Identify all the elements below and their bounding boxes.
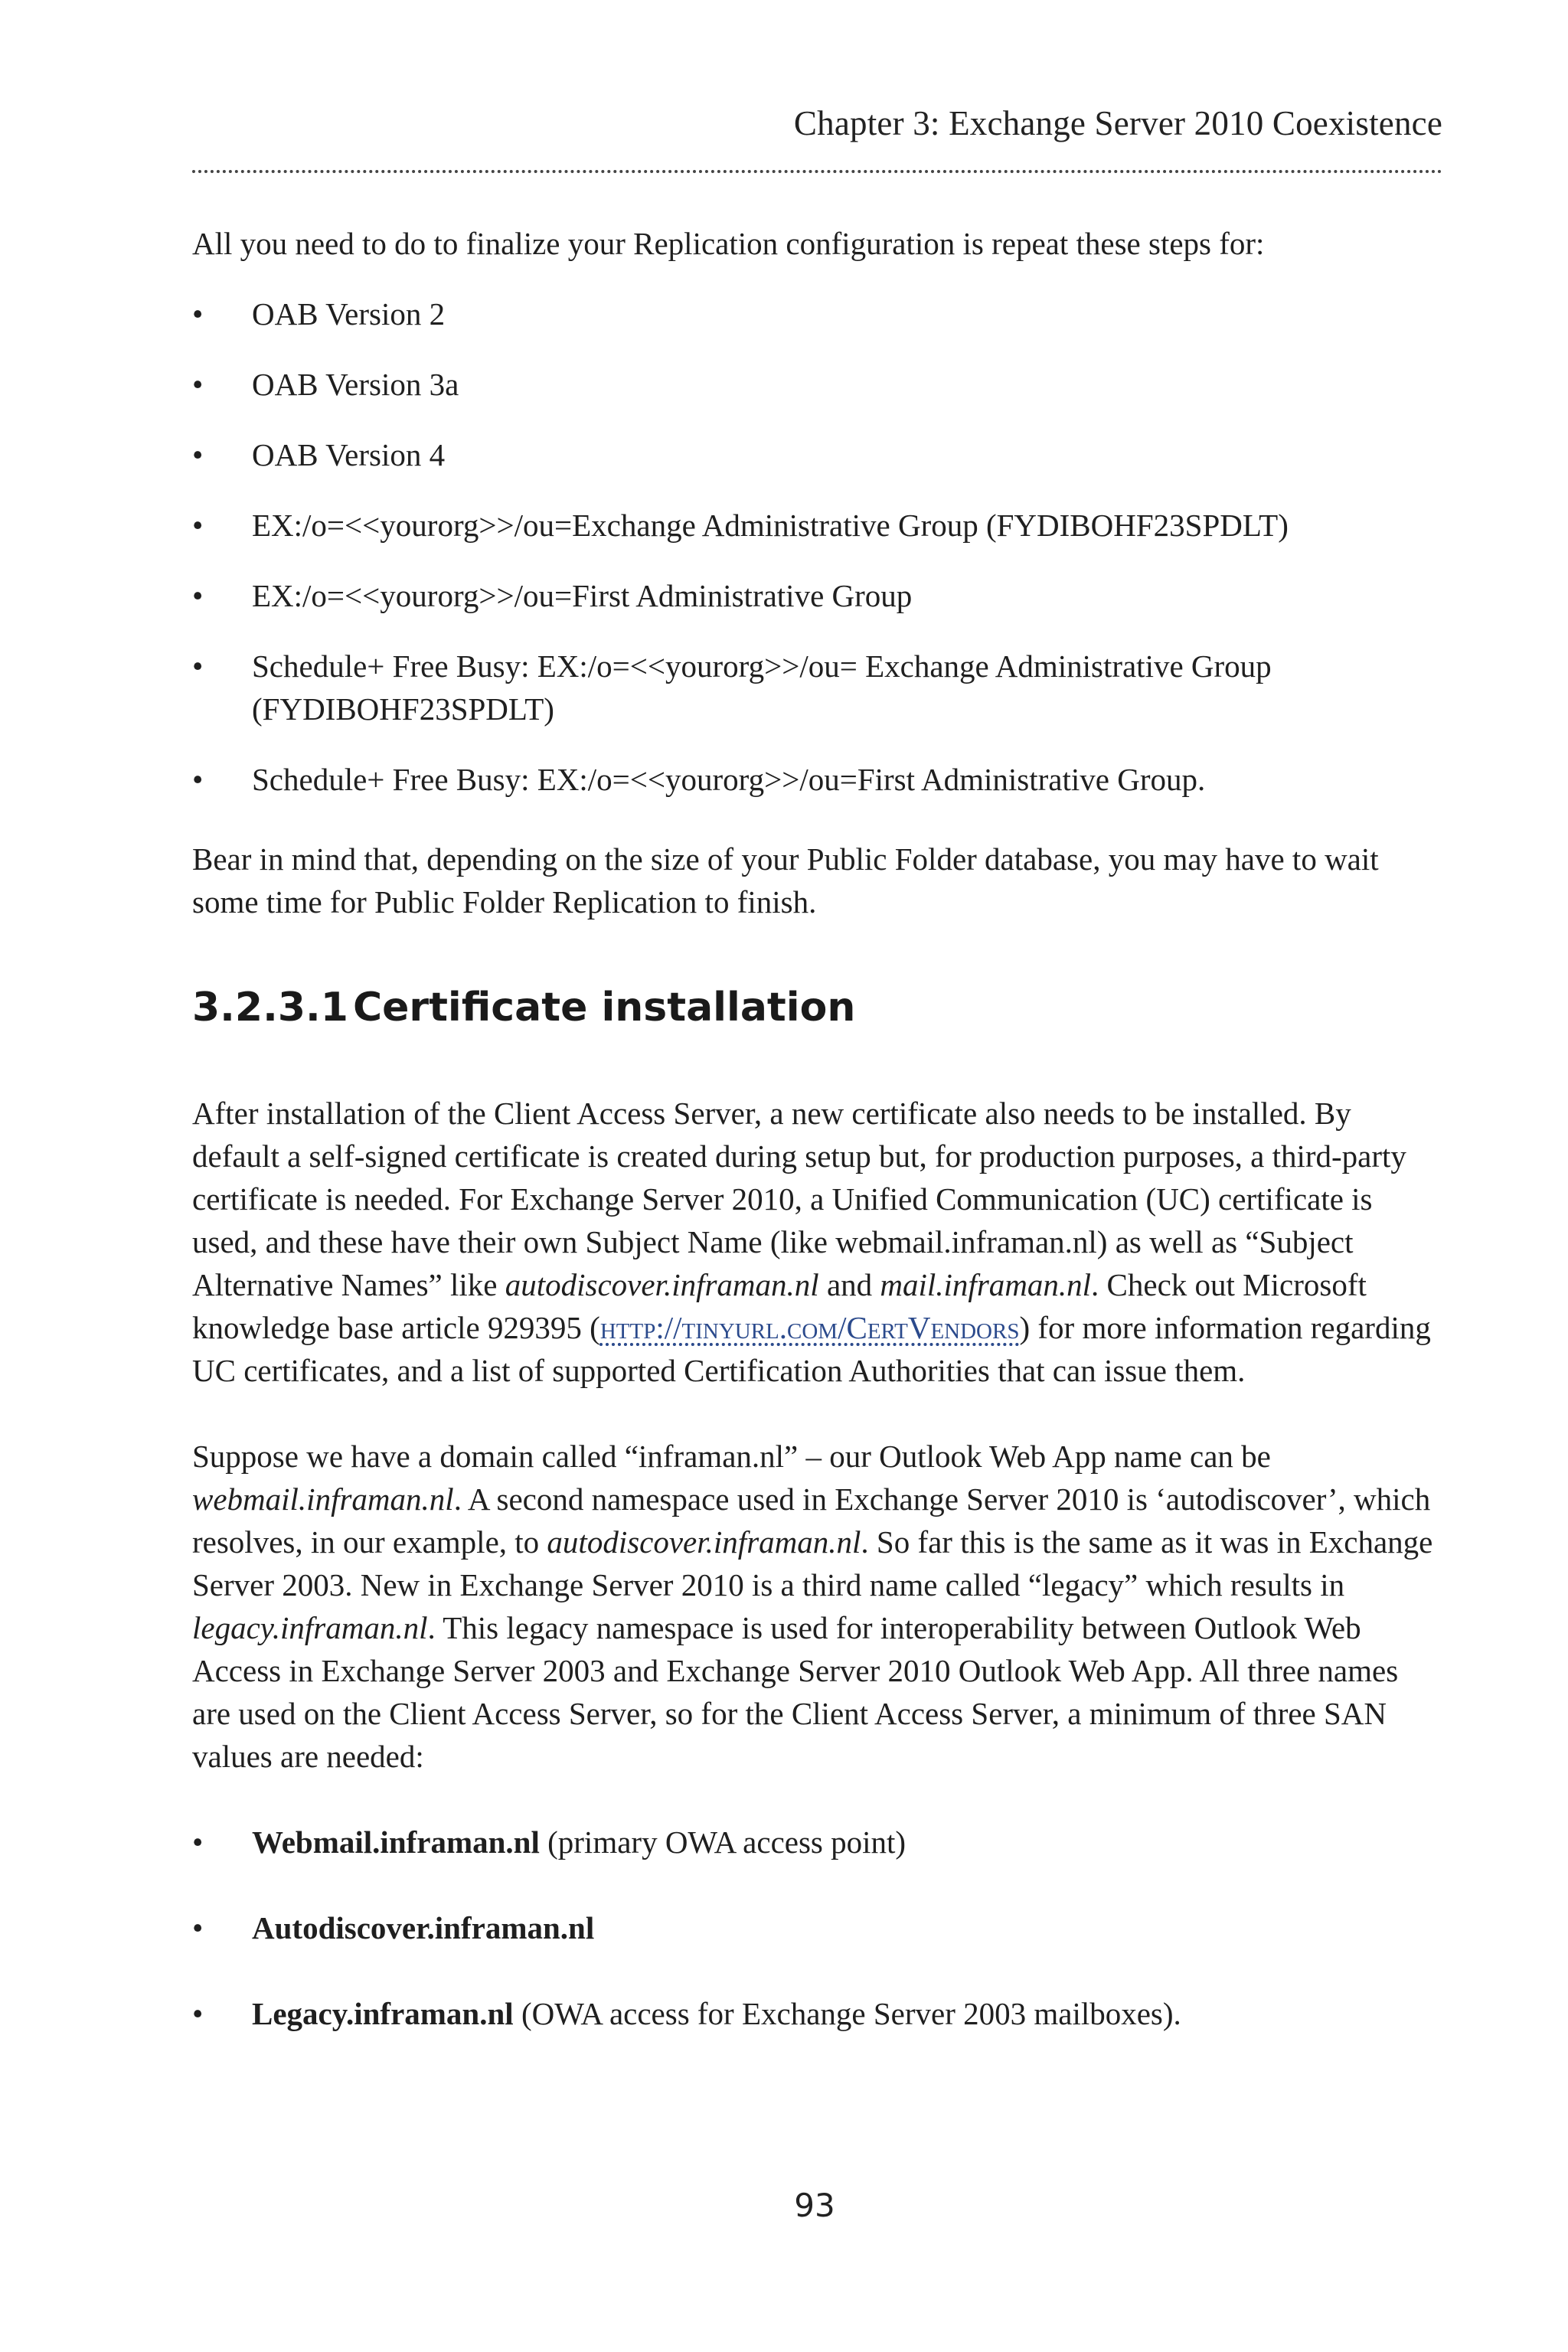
header-dotted-rule [192, 170, 1442, 173]
list-item: • OAB Version 3a [192, 363, 1442, 406]
list-item: • OAB Version 2 [192, 292, 1442, 335]
bullet-icon: • [192, 1996, 204, 2031]
bullet-icon: • [192, 437, 204, 472]
list-item: • Legacy.inframan.nl (OWA access for Exchange Server 2003 mailboxes). [192, 1992, 1442, 2035]
replication-list [192, 292, 1442, 801]
section-heading [192, 983, 1442, 1032]
list-item: • Webmail.inframan.nl (primary OWA access point) [192, 1821, 1442, 1864]
certificate-paragraph: After installation of the Client Access Server, a new certificate also needs to be installed. By default a self-signed certificate is created during setup but, for production purposes, a third-party certificate is needed. For Exchange Server 2010, a Unified Communication (UC) certificate is used, and these have their own Subject Name (like webmail.inframan.nl) as well as “Subject Alternative Names” like autodiscover.inframan.nl and mail.inframan.nl. Check out Microsoft knowledge base article 929395 (http://tinyurl.com/CertVendors) for more information regarding UC certificates, and a list of supported Certification Authorities that can issue them. [192, 1096, 1431, 1388]
list-item: • Schedule+ Free Busy: EX:/o=<<yourorg>>/ou= Exchange Administrative Group (FYDIBOHF23SPDLT) [192, 645, 1442, 730]
list-item: • EX:/o=<<yourorg>>/ou=First Administrative Group [192, 574, 1442, 617]
list-item: • OAB Version 4 [192, 433, 1442, 476]
intro-paragraph: All you need to do to finalize your Replication configuration is repeat these steps for: [192, 226, 1265, 261]
bullet-icon: • [192, 1824, 204, 1860]
bullet-icon: • [192, 367, 204, 402]
cert-vendors-link[interactable]: http://tinyurl.com/CertVendors [599, 1310, 1020, 1345]
list-item: • Autodiscover.inframan.nl [192, 1906, 1442, 1949]
page-body [192, 222, 1442, 2078]
list-item: • EX:/o=<<yourorg>>/ou=Exchange Administrative Group (FYDIBOHF23SPDLT) [192, 504, 1442, 547]
namespace-paragraph: Suppose we have a domain called “inframan.nl” – our Outlook Web App name can be webmail.inframan.nl. A second namespace used in Exchange Server 2010 is ‘autodiscover’, which resolves, in our example, to autodiscover.inframan.nl. So far this is the same as it was in Exchange Server 2003. New in Exchange Server 2010 is a third name called “legacy” which results in legacy.inframan.nl. This legacy namespace is used for interoperability between Outlook Web Access in Exchange Server 2003 and Exchange Server 2010 Outlook Web App. All three names are used on the Client Access Server, so for the Client Access Server, a minimum of three SAN values are needed: [192, 1439, 1433, 1774]
bullet-icon: • [192, 762, 204, 797]
list-item: • Schedule+ Free Busy: EX:/o=<<yourorg>>/ou=First Administrative Group. [192, 758, 1442, 801]
section-title: Certificate installation [353, 985, 856, 1031]
running-header: Chapter 3: Exchange Server 2010 Coexistence [793, 104, 1442, 142]
section-number: 3.2.3.1 [192, 985, 348, 1031]
bullet-icon: • [192, 1910, 204, 1945]
bullet-icon: • [192, 296, 204, 332]
bullet-icon: • [192, 578, 204, 613]
bullet-icon: • [192, 648, 204, 684]
bullet-icon: • [192, 508, 204, 543]
replication-note-paragraph: Bear in mind that, depending on the size of your Public Folder database, you may have to wait some time for Public Folder Replication to finish. [192, 841, 1379, 920]
san-values-list [192, 1821, 1442, 2035]
page-number: 93 [794, 2187, 835, 2224]
